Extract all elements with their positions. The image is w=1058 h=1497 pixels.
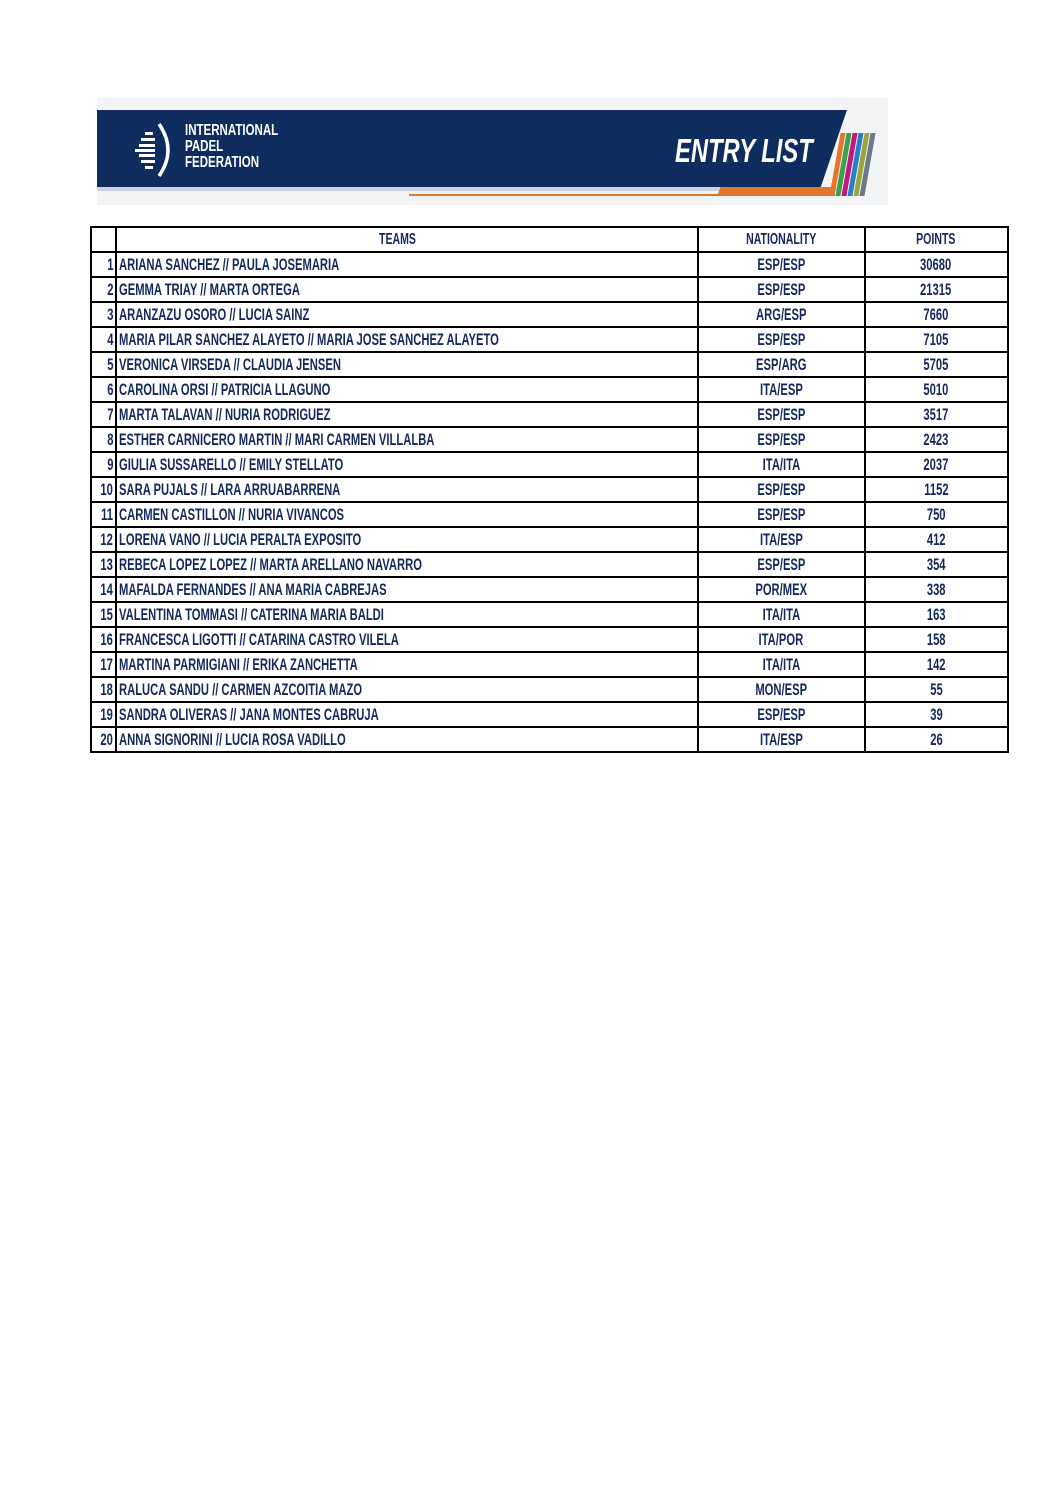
points-cell	[865, 527, 1008, 552]
rank-cell-text: 2	[106, 279, 113, 299]
rank-cell	[91, 652, 116, 677]
team-cell-text: FRANCESCA LIGOTTI // CATARINA CASTRO VILELA	[119, 629, 399, 649]
nationality-cell	[698, 427, 865, 452]
team-cell	[116, 677, 698, 702]
header-nationality-label: NATIONALITY	[745, 230, 817, 248]
table-row	[91, 502, 1008, 527]
nationality-cell-text: ESP/ESP	[757, 254, 806, 274]
team-cell	[116, 327, 698, 352]
table-row	[91, 677, 1008, 702]
rank-cell-text: 5	[106, 354, 113, 374]
rank-cell-text: 13	[100, 554, 113, 574]
points-cell-text: 2423	[923, 429, 949, 449]
nationality-cell-text: ESP/ESP	[757, 329, 806, 349]
points-cell	[865, 377, 1008, 402]
points-cell-text: 354	[926, 554, 946, 574]
rank-cell-text: 20	[100, 729, 113, 749]
points-cell-text: 7105	[923, 329, 949, 349]
nationality-cell-text: ESP/ESP	[757, 504, 806, 524]
nationality-cell	[698, 602, 865, 627]
points-cell	[865, 652, 1008, 677]
nationality-cell-text: ARG/ESP	[755, 304, 807, 324]
nationality-cell	[698, 727, 865, 752]
table-row	[91, 402, 1008, 427]
nationality-cell	[698, 302, 865, 327]
nationality-cell	[698, 327, 865, 352]
nationality-cell	[698, 477, 865, 502]
nationality-cell-text: ESP/ESP	[757, 479, 806, 499]
table-row	[91, 577, 1008, 602]
table-row	[91, 277, 1008, 302]
team-cell-text: LORENA VANO // LUCIA PERALTA EXPOSITO	[119, 529, 362, 549]
nationality-cell-text: ITA/ESP	[759, 529, 803, 549]
table-row	[91, 302, 1008, 327]
table-row	[91, 352, 1008, 377]
nationality-cell	[698, 702, 865, 727]
team-cell-text: MARIA PILAR SANCHEZ ALAYETO // MARIA JOSE SANCHEZ ALAYETO	[119, 329, 499, 349]
points-cell	[865, 277, 1008, 302]
rank-cell-text: 1	[106, 254, 113, 274]
padel-ball-logo-icon	[133, 120, 177, 180]
rank-cell	[91, 252, 116, 277]
rank-cell	[91, 477, 116, 502]
rank-cell	[91, 402, 116, 427]
table-row	[91, 602, 1008, 627]
nationality-cell-text: ITA/ITA	[762, 604, 800, 624]
table-row	[91, 477, 1008, 502]
nationality-cell-text: ESP/ESP	[757, 429, 806, 449]
team-cell	[116, 552, 698, 577]
team-cell-text: MARTINA PARMIGIANI // ERIKA ZANCHETTA	[119, 654, 358, 674]
team-cell-text: GIULIA SUSSARELLO // EMILY STELLATO	[119, 454, 344, 474]
nationality-cell-text: ESP/ARG	[755, 354, 807, 374]
color-stripes-decoration	[829, 133, 879, 196]
rank-cell-text: 10	[100, 479, 113, 499]
rank-cell-text: 14	[100, 579, 113, 599]
rank-cell	[91, 452, 116, 477]
nationality-cell	[698, 402, 865, 427]
nationality-cell	[698, 677, 865, 702]
points-cell-text: 163	[926, 604, 946, 624]
rank-cell-text: 9	[106, 454, 113, 474]
team-cell	[116, 527, 698, 552]
points-cell	[865, 577, 1008, 602]
nationality-cell	[698, 627, 865, 652]
rank-cell-text: 19	[100, 704, 113, 724]
nationality-cell-text: POR/MEX	[755, 579, 807, 599]
table-row	[91, 627, 1008, 652]
rank-cell	[91, 327, 116, 352]
points-cell-text: 750	[926, 504, 946, 524]
points-cell-text: 158	[926, 629, 946, 649]
points-cell-text: 2037	[923, 454, 949, 474]
table-row	[91, 527, 1008, 552]
points-cell-text: 5705	[923, 354, 949, 374]
team-cell-text: VALENTINA TOMMASI // CATERINA MARIA BALDI	[119, 604, 384, 624]
table-row	[91, 427, 1008, 452]
team-cell-text: ARANZAZU OSORO // LUCIA SAINZ	[119, 304, 310, 324]
team-cell	[116, 577, 698, 602]
nationality-cell	[698, 252, 865, 277]
rank-cell	[91, 577, 116, 602]
points-cell	[865, 427, 1008, 452]
team-cell	[116, 277, 698, 302]
rank-cell-text: 18	[100, 679, 113, 699]
rank-cell	[91, 677, 116, 702]
rank-cell	[91, 502, 116, 527]
table-row	[91, 702, 1008, 727]
orange-accent-tab	[717, 187, 835, 196]
ipf-logo	[133, 120, 293, 180]
points-cell	[865, 352, 1008, 377]
team-cell-text: CARMEN CASTILLON // NURIA VIVANCOS	[119, 504, 345, 524]
team-cell-text: ESTHER CARNICERO MARTIN // MARI CARMEN VILLALBA	[119, 429, 435, 449]
team-cell	[116, 352, 698, 377]
nationality-cell	[698, 652, 865, 677]
points-cell	[865, 252, 1008, 277]
header-teams-label: TEAMS	[378, 230, 416, 248]
team-cell-text: SANDRA OLIVERAS // JANA MONTES CABRUJA	[119, 704, 379, 724]
team-cell	[116, 502, 698, 527]
rank-cell-text: 16	[100, 629, 113, 649]
nationality-cell	[698, 552, 865, 577]
points-cell	[865, 602, 1008, 627]
team-cell	[116, 302, 698, 327]
points-cell-text: 3517	[923, 404, 949, 424]
header-points	[865, 227, 1008, 252]
rank-cell-text: 17	[100, 654, 113, 674]
nationality-cell-text: ITA/ITA	[762, 654, 800, 674]
points-cell	[865, 327, 1008, 352]
team-cell	[116, 627, 698, 652]
rank-cell-text: 7	[106, 404, 113, 424]
team-cell	[116, 402, 698, 427]
team-cell	[116, 602, 698, 627]
nationality-cell	[698, 577, 865, 602]
table-row	[91, 252, 1008, 277]
team-cell	[116, 377, 698, 402]
header-teams	[116, 227, 698, 252]
team-cell-text: MARTA TALAVAN // NURIA RODRIGUEZ	[119, 404, 331, 424]
rank-cell	[91, 427, 116, 452]
header-banner	[97, 98, 888, 205]
rank-cell	[91, 552, 116, 577]
nationality-cell	[698, 452, 865, 477]
points-cell	[865, 552, 1008, 577]
rank-cell	[91, 352, 116, 377]
table-row	[91, 552, 1008, 577]
org-name-line: PADEL	[185, 138, 224, 155]
points-cell-text: 26	[929, 729, 943, 749]
table-row	[91, 327, 1008, 352]
team-cell-text: ANNA SIGNORINI // LUCIA ROSA VADILLO	[119, 729, 346, 749]
rank-cell-text: 4	[106, 329, 113, 349]
team-cell-text: ARIANA SANCHEZ // PAULA JOSEMARIA	[119, 254, 340, 274]
points-cell	[865, 702, 1008, 727]
nationality-cell	[698, 277, 865, 302]
team-cell	[116, 427, 698, 452]
points-cell-text: 5010	[923, 379, 949, 399]
nationality-cell-text: ESP/ESP	[757, 279, 806, 299]
org-name-line: FEDERATION	[185, 154, 260, 171]
table-row	[91, 652, 1008, 677]
points-cell	[865, 402, 1008, 427]
header-nationality	[698, 227, 865, 252]
points-cell	[865, 452, 1008, 477]
rank-cell-text: 11	[101, 504, 113, 524]
points-cell-text: 7660	[923, 304, 949, 324]
rank-cell	[91, 377, 116, 402]
points-cell-text: 412	[926, 529, 946, 549]
header-points-label: POINTS	[916, 230, 956, 248]
team-cell	[116, 702, 698, 727]
points-cell-text: 39	[929, 704, 943, 724]
table-row	[91, 452, 1008, 477]
team-cell	[116, 452, 698, 477]
points-cell	[865, 477, 1008, 502]
table-row	[91, 377, 1008, 402]
header-number	[91, 227, 116, 252]
points-cell	[865, 627, 1008, 652]
nationality-cell-text: ITA/ESP	[759, 379, 803, 399]
team-cell-text: MAFALDA FERNANDES // ANA MARIA CABREJAS	[119, 579, 387, 599]
entry-list-table	[90, 226, 1009, 753]
rank-cell	[91, 602, 116, 627]
points-cell-text: 338	[926, 579, 946, 599]
team-cell	[116, 252, 698, 277]
points-cell	[865, 502, 1008, 527]
nationality-cell-text: ITA/ITA	[762, 454, 800, 474]
rank-cell-text: 15	[100, 604, 113, 624]
rank-cell-text: 6	[106, 379, 113, 399]
rank-cell	[91, 527, 116, 552]
points-cell	[865, 302, 1008, 327]
rank-cell-text: 12	[100, 529, 113, 549]
points-cell-text: 142	[926, 654, 946, 674]
rank-cell	[91, 627, 116, 652]
team-cell	[116, 652, 698, 677]
nationality-cell-text: ITA/POR	[758, 629, 804, 649]
team-cell-text: GEMMA TRIAY // MARTA ORTEGA	[119, 279, 300, 299]
points-cell-text: 21315	[920, 279, 952, 299]
nationality-cell-text: ESP/ESP	[757, 554, 806, 574]
nationality-cell	[698, 352, 865, 377]
nationality-cell-text: ESP/ESP	[757, 704, 806, 724]
rank-cell	[91, 302, 116, 327]
team-cell	[116, 727, 698, 752]
points-cell	[865, 677, 1008, 702]
team-cell-text: SARA PUJALS // LARA ARRUABARRENA	[119, 479, 341, 499]
rank-cell-text: 3	[106, 304, 113, 324]
rank-cell	[91, 277, 116, 302]
team-cell-text: CAROLINA ORSI // PATRICIA LLAGUNO	[119, 379, 331, 399]
nationality-cell	[698, 527, 865, 552]
nationality-cell-text: MON/ESP	[755, 679, 807, 699]
table-row	[91, 727, 1008, 752]
points-cell	[865, 727, 1008, 752]
team-cell-text: REBECA LOPEZ LOPEZ // MARTA ARELLANO NAVARRO	[119, 554, 422, 574]
team-cell	[116, 477, 698, 502]
nationality-cell-text: ESP/ESP	[757, 404, 806, 424]
points-cell-text: 55	[929, 679, 943, 699]
points-cell-text: 30680	[920, 254, 952, 274]
rank-cell-text: 8	[106, 429, 113, 449]
rank-cell	[91, 702, 116, 727]
team-cell-text: VERONICA VIRSEDA // CLAUDIA JENSEN	[119, 354, 341, 374]
table-header-row	[91, 227, 1008, 252]
nationality-cell	[698, 502, 865, 527]
nationality-cell	[698, 377, 865, 402]
team-cell-text: RALUCA SANDU // CARMEN AZCOITIA MAZO	[119, 679, 363, 699]
page-title: ENTRY LIST	[675, 132, 813, 169]
rank-cell	[91, 727, 116, 752]
nationality-cell-text: ITA/ESP	[759, 729, 803, 749]
points-cell-text: 1152	[923, 479, 949, 499]
org-name-line: INTERNATIONAL	[185, 122, 279, 139]
org-name	[185, 123, 278, 171]
